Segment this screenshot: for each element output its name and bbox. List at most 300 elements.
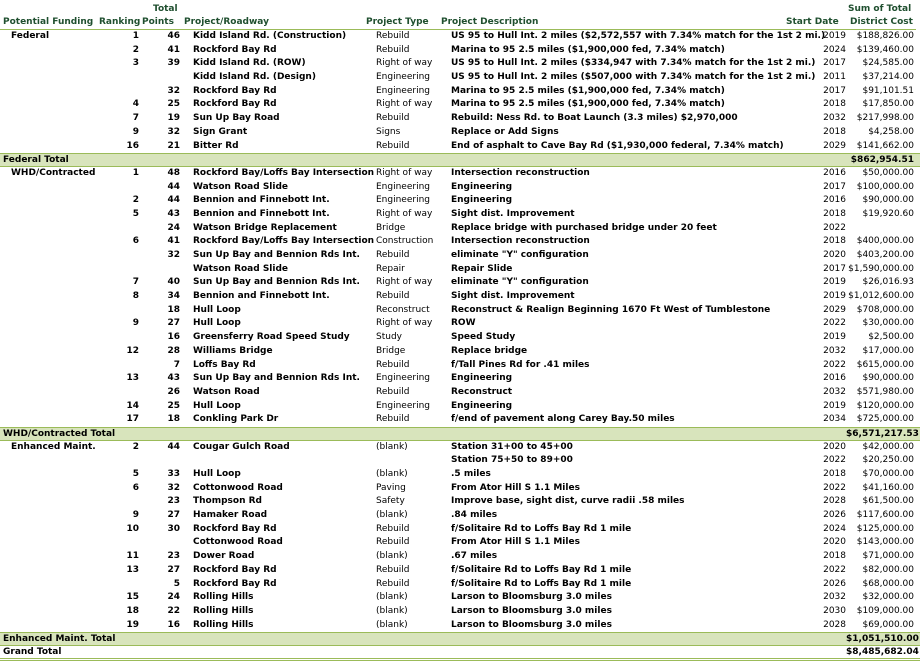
- type-cell[interactable]: Bridge: [376, 222, 406, 233]
- cost-cell[interactable]: $68,000.00: [862, 578, 914, 589]
- description-cell[interactable]: Sight dist. Improvement: [451, 291, 575, 302]
- type-cell[interactable]: Study: [376, 332, 402, 343]
- subtotal-row: [0, 632, 920, 646]
- start-date-cell[interactable]: 2018: [823, 99, 846, 110]
- type-cell[interactable]: Repair: [376, 263, 405, 274]
- description-cell[interactable]: f/Solitaire Rd to Loffs Bay Rd 1 mile: [451, 564, 632, 575]
- ranking-cell[interactable]: 2: [132, 195, 139, 206]
- points-cell[interactable]: 40: [167, 277, 180, 288]
- cost-cell[interactable]: $90,000.00: [862, 373, 914, 384]
- cost-cell[interactable]: $37,214.00: [862, 72, 914, 83]
- type-cell[interactable]: (blank): [376, 592, 408, 603]
- points-cell[interactable]: 41: [167, 236, 180, 247]
- points-cell[interactable]: 25: [167, 99, 180, 110]
- cost-cell[interactable]: $708,000.00: [856, 304, 914, 315]
- cost-cell[interactable]: $82,000.00: [862, 564, 914, 575]
- cost-cell[interactable]: $615,000.00: [856, 359, 914, 370]
- project-cell[interactable]: Rolling Hills: [193, 619, 254, 630]
- project-cell[interactable]: Rolling Hills: [193, 592, 254, 603]
- start-date-cell[interactable]: 2020: [823, 250, 846, 260]
- ranking-cell[interactable]: 8: [132, 291, 139, 302]
- start-date-cell[interactable]: 2026: [823, 578, 846, 589]
- points-cell[interactable]: 23: [167, 551, 180, 562]
- type-cell[interactable]: Bridge: [376, 345, 406, 356]
- cost-cell[interactable]: $1,051,510.00: [846, 634, 919, 645]
- points-cell[interactable]: 22: [167, 605, 180, 616]
- cost-cell[interactable]: $109,000.00: [856, 605, 914, 616]
- start-date-cell[interactable]: 2018: [823, 551, 846, 562]
- points-cell[interactable]: 30: [167, 523, 180, 534]
- description-cell[interactable]: From Ator Hill S 1.1 Miles: [451, 537, 580, 548]
- description-cell[interactable]: .84 miles: [451, 510, 498, 521]
- project-cell[interactable]: Sun Up Bay Road: [193, 113, 280, 124]
- project-cell[interactable]: Cottonwood Road: [193, 482, 283, 493]
- cost-cell[interactable]: $217,998.00: [856, 113, 914, 124]
- ranking-cell[interactable]: 7: [132, 277, 139, 288]
- ranking-cell[interactable]: 4: [132, 99, 139, 110]
- start-date-cell[interactable]: 2026: [823, 510, 846, 521]
- ranking-cell[interactable]: 16: [126, 140, 139, 151]
- description-cell[interactable]: Replace bridge: [451, 345, 528, 356]
- type-cell[interactable]: Rebuild: [376, 140, 410, 151]
- points-cell[interactable]: 27: [167, 564, 180, 575]
- points-cell[interactable]: 16: [167, 619, 180, 630]
- points-cell[interactable]: 19: [167, 113, 180, 124]
- start-date-cell[interactable]: 2032: [823, 592, 846, 603]
- start-date-cell[interactable]: 2030: [823, 605, 846, 616]
- ranking-cell[interactable]: 9: [132, 126, 139, 137]
- funding-cell[interactable]: WHD/Contracted: [11, 167, 96, 178]
- table-row: [0, 619, 920, 633]
- description-cell[interactable]: End of asphalt to Cave Bay Rd ($1,930,000 federal, 7.34% match): [451, 140, 784, 151]
- cost-cell[interactable]: $725,000.00: [856, 414, 914, 425]
- points-cell[interactable]: 27: [167, 318, 180, 329]
- project-cell[interactable]: Kidd Island Rd. (Construction): [193, 31, 347, 41]
- points-cell[interactable]: 39: [167, 58, 180, 69]
- start-date-cell[interactable]: 2019: [823, 400, 846, 411]
- points-cell[interactable]: 43: [167, 373, 180, 384]
- project-cell[interactable]: Sun Up Bay and Bennion Rds Int.: [193, 373, 360, 384]
- points-cell[interactable]: 32: [167, 250, 180, 260]
- project-cell[interactable]: Cougar Gulch Road: [193, 441, 290, 452]
- type-cell[interactable]: Rebuild: [376, 386, 410, 397]
- table-row: [0, 194, 920, 208]
- header-cost-line1[interactable]: Sum of Total: [848, 4, 912, 14]
- funding-cell[interactable]: Grand Total: [3, 646, 62, 657]
- type-cell[interactable]: Engineering: [376, 400, 430, 411]
- type-cell[interactable]: Rebuild: [376, 291, 410, 302]
- header-district-cost[interactable]: District Cost: [850, 17, 913, 27]
- start-date-cell[interactable]: 2022: [823, 455, 846, 466]
- type-cell[interactable]: Reconstruct: [376, 304, 430, 315]
- funding-cell[interactable]: Federal Total: [3, 155, 69, 166]
- type-cell[interactable]: Rebuild: [376, 113, 410, 124]
- project-cell[interactable]: Bennion and Finnebott Int.: [193, 208, 330, 219]
- cost-cell[interactable]: $125,000.00: [856, 523, 914, 534]
- type-cell[interactable]: Rebuild: [376, 250, 410, 260]
- description-cell[interactable]: Marina to 95 2.5 miles ($1,900,000 fed, 7.34% match): [451, 99, 725, 110]
- description-cell[interactable]: Repair Slide: [451, 263, 513, 274]
- project-cell[interactable]: Rockford Bay Rd: [193, 99, 277, 110]
- points-cell[interactable]: 5: [173, 578, 180, 589]
- project-cell[interactable]: Hull Loop: [193, 469, 241, 479]
- description-cell[interactable]: Station 31+00 to 45+00: [451, 441, 573, 452]
- description-cell[interactable]: Speed Study: [451, 332, 516, 343]
- ranking-cell[interactable]: 9: [132, 318, 139, 329]
- points-cell[interactable]: 26: [167, 386, 180, 397]
- project-cell[interactable]: Rockford Bay Rd: [193, 564, 277, 575]
- points-cell[interactable]: 32: [167, 482, 180, 493]
- start-date-cell[interactable]: 2019: [823, 291, 846, 302]
- type-cell[interactable]: Construction: [376, 236, 434, 247]
- points-cell[interactable]: 44: [167, 181, 180, 192]
- start-date-cell[interactable]: 2016: [823, 195, 846, 206]
- cost-cell[interactable]: $50,000.00: [862, 167, 914, 178]
- cost-cell[interactable]: $100,000.00: [856, 181, 914, 192]
- points-cell[interactable]: 46: [167, 31, 180, 41]
- project-cell[interactable]: Sun Up Bay and Bennion Rds Int.: [193, 277, 360, 288]
- type-cell[interactable]: Paving: [376, 482, 406, 493]
- ranking-cell[interactable]: 11: [126, 551, 139, 562]
- start-date-cell[interactable]: 2022: [823, 318, 846, 329]
- header-project-roadway[interactable]: Project/Roadway: [184, 17, 269, 27]
- start-date-cell[interactable]: 2019: [823, 277, 846, 288]
- cost-cell[interactable]: $19,920.60: [862, 208, 914, 219]
- start-date-cell[interactable]: 2019: [823, 332, 846, 343]
- points-cell[interactable]: 28: [167, 345, 180, 356]
- start-date-cell[interactable]: 2018: [823, 208, 846, 219]
- type-cell[interactable]: Right of way: [376, 99, 433, 110]
- project-cell[interactable]: Greensferry Road Speed Study: [193, 332, 350, 343]
- cost-cell[interactable]: $141,662.00: [856, 140, 914, 151]
- type-cell[interactable]: Right of way: [376, 277, 433, 288]
- project-cell[interactable]: Hull Loop: [193, 400, 241, 411]
- description-cell[interactable]: US 95 to Hull Int. 2 miles ($507,000 with 7.34% match for the 1st 2 mi.): [451, 72, 816, 83]
- project-cell[interactable]: Rockford Bay Rd: [193, 578, 277, 589]
- description-cell[interactable]: Replace bridge with purchased bridge under 20 feet: [451, 222, 717, 233]
- cost-cell[interactable]: $42,000.00: [862, 441, 914, 452]
- description-cell[interactable]: Engineering: [451, 373, 513, 384]
- project-cell[interactable]: Thompson Rd: [193, 496, 263, 507]
- cost-cell[interactable]: $71,000.00: [862, 551, 914, 562]
- ranking-cell[interactable]: 12: [126, 345, 139, 356]
- ranking-cell[interactable]: 14: [126, 400, 139, 411]
- description-cell[interactable]: Engineering: [451, 400, 513, 411]
- funding-cell[interactable]: Enhanced Maint. Total: [3, 634, 116, 645]
- points-cell[interactable]: 16: [167, 332, 180, 343]
- type-cell[interactable]: Right of way: [376, 167, 433, 178]
- cost-cell[interactable]: $188,826.00: [856, 31, 914, 41]
- type-cell[interactable]: Right of way: [376, 58, 433, 69]
- type-cell[interactable]: (blank): [376, 605, 408, 616]
- description-cell[interactable]: Reconstruct: [451, 386, 513, 397]
- description-cell[interactable]: US 95 to Hull Int. 2 miles ($2,572,557 with 7.34% match for the 1st 2 mi.): [451, 31, 826, 41]
- cost-cell[interactable]: $117,600.00: [856, 510, 914, 521]
- project-cell[interactable]: Watson Road Slide: [193, 263, 289, 274]
- description-cell[interactable]: Larson to Bloomsburg 3.0 miles: [451, 605, 612, 616]
- start-date-cell[interactable]: 2022: [823, 222, 846, 233]
- points-cell[interactable]: 43: [167, 208, 180, 219]
- ranking-cell[interactable]: 13: [126, 564, 139, 575]
- description-cell[interactable]: eliminate "Y" configuration: [451, 277, 589, 288]
- funding-cell[interactable]: Federal: [11, 31, 50, 41]
- points-cell[interactable]: 32: [167, 126, 180, 137]
- project-cell[interactable]: Sun Up Bay and Bennion Rds Int.: [193, 250, 360, 260]
- start-date-cell[interactable]: 2017: [823, 85, 846, 96]
- type-cell[interactable]: (blank): [376, 551, 408, 562]
- start-date-cell[interactable]: 2018: [823, 469, 846, 479]
- type-cell[interactable]: Right of way: [376, 208, 433, 219]
- cost-cell[interactable]: $69,000.00: [862, 619, 914, 630]
- type-cell[interactable]: Engineering: [376, 85, 430, 96]
- start-date-cell[interactable]: 2017: [823, 58, 846, 69]
- ranking-cell[interactable]: 6: [132, 236, 139, 247]
- project-cell[interactable]: Kidd Island Rd. (ROW): [193, 58, 306, 69]
- cost-cell[interactable]: $1,590,000.00: [848, 263, 914, 274]
- project-cell[interactable]: Watson Bridge Replacement: [193, 222, 337, 233]
- header-project-description[interactable]: Project Description: [441, 17, 539, 27]
- start-date-cell[interactable]: 2028: [823, 496, 846, 507]
- ranking-cell[interactable]: 5: [132, 469, 139, 479]
- description-cell[interactable]: Station 75+50 to 89+00: [451, 455, 573, 466]
- type-cell[interactable]: (blank): [376, 469, 408, 479]
- points-cell[interactable]: 24: [167, 592, 180, 603]
- type-cell[interactable]: Rebuild: [376, 359, 410, 370]
- funding-cell[interactable]: Enhanced Maint.: [11, 441, 96, 452]
- type-cell[interactable]: Rebuild: [376, 537, 410, 548]
- description-cell[interactable]: From Ator Hill S 1.1 Miles: [451, 482, 580, 493]
- ranking-cell[interactable]: 3: [132, 58, 139, 69]
- start-date-cell[interactable]: 2028: [823, 619, 846, 630]
- type-cell[interactable]: Rebuild: [376, 414, 410, 425]
- type-cell[interactable]: Rebuild: [376, 564, 410, 575]
- cost-cell[interactable]: $4,258.00: [868, 126, 914, 137]
- type-cell[interactable]: (blank): [376, 441, 408, 452]
- project-cell[interactable]: Dower Road: [193, 551, 255, 562]
- description-cell[interactable]: Intersection reconstruction: [451, 167, 590, 178]
- cost-cell[interactable]: $120,000.00: [856, 400, 914, 411]
- ranking-cell[interactable]: 17: [126, 414, 139, 425]
- cost-cell[interactable]: $26,016.93: [862, 277, 914, 288]
- start-date-cell[interactable]: 2022: [823, 482, 846, 493]
- table-row: [0, 413, 920, 427]
- points-cell[interactable]: 18: [167, 304, 180, 315]
- start-date-cell[interactable]: 2029: [823, 304, 846, 315]
- start-date-cell[interactable]: 2017: [823, 181, 846, 192]
- project-cell[interactable]: Kidd Island Rd. (Design): [193, 72, 316, 83]
- description-cell[interactable]: f/end of pavement along Carey Bay.50 miles: [451, 414, 675, 425]
- ranking-cell[interactable]: 1: [132, 167, 139, 178]
- project-cell[interactable]: Cottonwood Road: [193, 537, 283, 548]
- type-cell[interactable]: Right of way: [376, 318, 433, 329]
- description-cell[interactable]: Larson to Bloomsburg 3.0 miles: [451, 619, 612, 630]
- start-date-cell[interactable]: 2024: [823, 523, 846, 534]
- start-date-cell[interactable]: 2016: [823, 167, 846, 178]
- points-cell[interactable]: 25: [167, 400, 180, 411]
- description-cell[interactable]: f/Solitaire Rd to Loffs Bay Rd 1 mile: [451, 523, 632, 534]
- type-cell[interactable]: Safety: [376, 496, 405, 507]
- points-cell[interactable]: 18: [167, 414, 180, 425]
- description-cell[interactable]: f/Tall Pines Rd for .41 miles: [451, 359, 590, 370]
- project-cell[interactable]: Rockford Bay/Loffs Bay Intersection: [193, 236, 375, 247]
- funding-cell[interactable]: WHD/Contracted Total: [3, 428, 116, 439]
- type-cell[interactable]: Engineering: [376, 373, 430, 384]
- description-cell[interactable]: .5 miles: [451, 469, 491, 479]
- project-cell[interactable]: Rockford Bay Rd: [193, 85, 277, 96]
- start-date-cell[interactable]: 2018: [823, 236, 846, 247]
- start-date-cell[interactable]: 2019: [823, 31, 846, 41]
- ranking-cell[interactable]: 2: [132, 441, 139, 452]
- start-date-cell[interactable]: 2016: [823, 373, 846, 384]
- points-cell[interactable]: 7: [173, 359, 180, 370]
- cost-cell[interactable]: $20,250.00: [862, 455, 914, 466]
- cost-cell[interactable]: $8,485,682.04: [846, 646, 919, 657]
- cost-cell[interactable]: $24,585.00: [862, 58, 914, 69]
- type-cell[interactable]: Rebuild: [376, 31, 410, 41]
- project-cell[interactable]: Sign Grant: [193, 126, 248, 137]
- ranking-cell[interactable]: 10: [126, 523, 139, 534]
- description-cell[interactable]: .67 miles: [451, 551, 498, 562]
- description-cell[interactable]: Engineering: [451, 181, 513, 192]
- start-date-cell[interactable]: 2032: [823, 386, 846, 397]
- cost-cell[interactable]: $30,000.00: [862, 318, 914, 329]
- cost-cell[interactable]: $139,460.00: [856, 44, 914, 55]
- start-date-cell[interactable]: 2022: [823, 359, 846, 370]
- type-cell[interactable]: (blank): [376, 510, 408, 521]
- ranking-cell[interactable]: 19: [126, 619, 139, 630]
- points-cell[interactable]: 48: [167, 167, 180, 178]
- project-cell[interactable]: Watson Road Slide: [193, 181, 289, 192]
- points-cell[interactable]: 44: [167, 441, 180, 452]
- project-cell[interactable]: Rolling Hills: [193, 605, 254, 616]
- type-cell[interactable]: Engineering: [376, 72, 430, 83]
- description-cell[interactable]: Larson to Bloomsburg 3.0 miles: [451, 592, 612, 603]
- project-cell[interactable]: Hull Loop: [193, 304, 241, 315]
- start-date-cell[interactable]: 2034: [823, 414, 846, 425]
- ranking-cell[interactable]: 6: [132, 482, 139, 493]
- cost-cell[interactable]: $400,000.00: [856, 236, 914, 247]
- description-cell[interactable]: eliminate "Y" configuration: [451, 250, 589, 260]
- header-total-line1[interactable]: Total: [153, 4, 178, 14]
- type-cell[interactable]: Engineering: [376, 181, 430, 192]
- project-cell[interactable]: Bennion and Finnebott Int.: [193, 195, 330, 206]
- header-project-type[interactable]: Project Type: [366, 17, 429, 27]
- points-cell[interactable]: 41: [167, 44, 180, 55]
- description-cell[interactable]: Improve base, sight dist, curve radii .58 miles: [451, 496, 685, 507]
- project-cell[interactable]: Loffs Bay Rd: [193, 359, 256, 370]
- points-cell[interactable]: 32: [167, 85, 180, 96]
- project-cell[interactable]: Rockford Bay/Loffs Bay Intersection: [193, 167, 375, 178]
- points-cell[interactable]: 27: [167, 510, 180, 521]
- table-row: [0, 304, 920, 318]
- description-cell[interactable]: Rebuild: Ness Rd. to Boat Launch (3.3 miles) $2,970,000: [451, 113, 738, 124]
- cost-cell[interactable]: $17,850.00: [862, 99, 914, 110]
- description-cell[interactable]: Intersection reconstruction: [451, 236, 590, 247]
- project-cell[interactable]: Bitter Rd: [193, 140, 239, 151]
- project-cell[interactable]: Hamaker Road: [193, 510, 268, 521]
- start-date-cell[interactable]: 2017: [823, 263, 846, 274]
- project-cell[interactable]: Rockford Bay Rd: [193, 523, 277, 534]
- cost-cell[interactable]: $143,000.00: [856, 537, 914, 548]
- ranking-cell[interactable]: 2: [132, 44, 139, 55]
- header-total-points[interactable]: Points: [142, 17, 174, 27]
- points-cell[interactable]: 34: [167, 291, 180, 302]
- project-cell[interactable]: Bennion and Finnebott Int.: [193, 291, 330, 302]
- points-cell[interactable]: 23: [167, 496, 180, 507]
- cost-cell[interactable]: $90,000.00: [862, 195, 914, 206]
- description-cell[interactable]: Engineering: [451, 195, 513, 206]
- ranking-cell[interactable]: 5: [132, 208, 139, 219]
- ranking-cell[interactable]: 13: [126, 373, 139, 384]
- header-start-date[interactable]: Start Date: [786, 17, 839, 27]
- project-cell[interactable]: Rockford Bay Rd: [193, 44, 277, 55]
- start-date-cell[interactable]: 2020: [823, 537, 846, 548]
- type-cell[interactable]: Rebuild: [376, 578, 410, 589]
- start-date-cell[interactable]: 2020: [823, 441, 846, 452]
- ranking-cell[interactable]: 18: [126, 605, 139, 616]
- start-date-cell[interactable]: 2029: [823, 140, 846, 151]
- cost-cell[interactable]: $1,012,600.00: [848, 291, 914, 302]
- start-date-cell[interactable]: 2032: [823, 113, 846, 124]
- start-date-cell[interactable]: 2024: [823, 44, 846, 55]
- cost-cell[interactable]: $32,000.00: [862, 592, 914, 603]
- project-cell[interactable]: Hull Loop: [193, 318, 241, 329]
- cost-cell[interactable]: $571,980.00: [856, 386, 914, 397]
- start-date-cell[interactable]: 2032: [823, 345, 846, 356]
- ranking-cell[interactable]: 1: [132, 31, 139, 41]
- ranking-cell[interactable]: 7: [132, 113, 139, 124]
- type-cell[interactable]: Engineering: [376, 195, 430, 206]
- project-cell[interactable]: Conkling Park Dr: [193, 414, 279, 425]
- cost-cell[interactable]: $2,500.00: [868, 332, 914, 343]
- type-cell[interactable]: Rebuild: [376, 523, 410, 534]
- cost-cell[interactable]: $6,571,217.53: [846, 428, 919, 439]
- cost-cell[interactable]: $862,954.51: [850, 155, 914, 166]
- cost-cell[interactable]: $41,160.00: [862, 482, 914, 493]
- description-cell[interactable]: Reconstruct & Realign Beginning 1670 Ft West of Tumblestone: [451, 304, 771, 315]
- type-cell[interactable]: Signs: [376, 126, 401, 137]
- description-cell[interactable]: Marina to 95 2.5 miles ($1,900,000 fed, 7.34% match): [451, 85, 725, 96]
- project-cell[interactable]: Williams Bridge: [193, 345, 273, 356]
- cost-cell[interactable]: $17,000.00: [862, 345, 914, 356]
- type-cell[interactable]: (blank): [376, 619, 408, 630]
- header-ranking[interactable]: Ranking: [99, 17, 141, 27]
- description-cell[interactable]: ROW: [451, 318, 476, 329]
- subtotal-row: [0, 153, 920, 167]
- start-date-cell[interactable]: 2022: [823, 564, 846, 575]
- description-cell[interactable]: Marina to 95 2.5 miles ($1,900,000 fed, 7.34% match): [451, 44, 725, 55]
- points-cell[interactable]: 33: [167, 469, 180, 479]
- cost-cell[interactable]: $61,500.00: [862, 496, 914, 507]
- ranking-cell[interactable]: 15: [126, 592, 139, 603]
- project-cell[interactable]: Watson Road: [193, 386, 260, 397]
- points-cell[interactable]: 44: [167, 195, 180, 206]
- start-date-cell[interactable]: 2011: [823, 72, 846, 83]
- cost-cell[interactable]: $403,200.00: [856, 250, 914, 260]
- description-cell[interactable]: f/Solitaire Rd to Loffs Bay Rd 1 mile: [451, 578, 632, 589]
- ranking-cell[interactable]: 9: [132, 510, 139, 521]
- cost-cell[interactable]: $70,000.00: [862, 469, 914, 479]
- header-potential-funding[interactable]: Potential Funding: [3, 17, 94, 27]
- points-cell[interactable]: 24: [167, 222, 180, 233]
- description-cell[interactable]: US 95 to Hull Int. 2 miles ($334,947 with 7.34% match for the 1st 2 mi.): [451, 58, 816, 69]
- description-cell[interactable]: Replace or Add Signs: [451, 126, 559, 137]
- points-cell[interactable]: 21: [167, 140, 180, 151]
- type-cell[interactable]: Rebuild: [376, 44, 410, 55]
- cost-cell[interactable]: $91,101.51: [862, 85, 914, 96]
- start-date-cell[interactable]: 2018: [823, 126, 846, 137]
- description-cell[interactable]: Sight dist. Improvement: [451, 208, 575, 219]
